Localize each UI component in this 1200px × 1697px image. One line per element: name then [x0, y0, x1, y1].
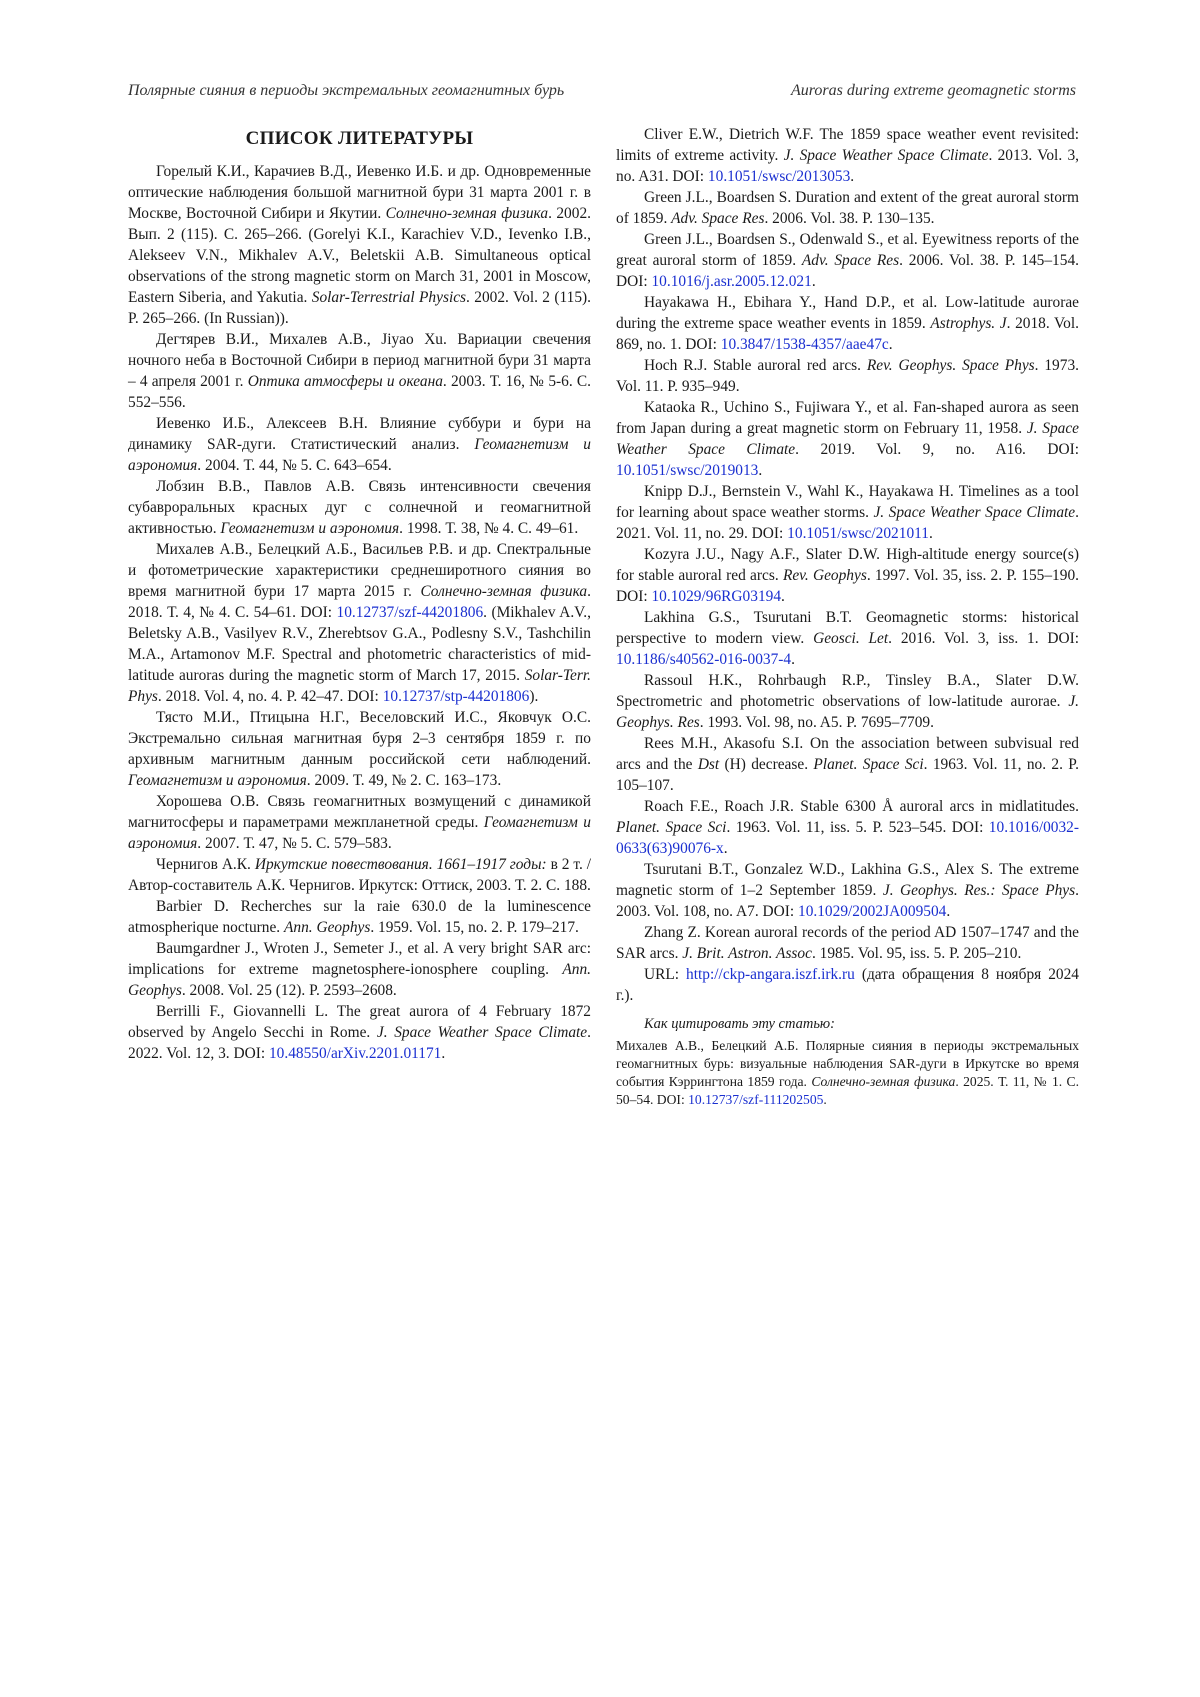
- reference-text: . 1959. Vol. 15, no. 2. P. 179–217.: [370, 919, 579, 936]
- reference-item: [616, 355, 1079, 397]
- running-header: [128, 82, 1076, 106]
- reference-item: [128, 791, 591, 854]
- reference-item: [616, 733, 1079, 796]
- reference-text: . 1963. Vol. 11, no. 2. P. 105–107.: [616, 756, 1079, 794]
- italic-text: Adv. Space Res: [671, 210, 765, 227]
- reference-text: Лобзин В.В., Павлов А.В. Связь интенсивности свечения субавроральных красных дуг с солнечной и геомагнитной активностью.: [128, 478, 591, 537]
- reference-text: . 2009. Т. 49, № 2. С. 163–173.: [306, 772, 502, 789]
- reference-item: [128, 1001, 591, 1064]
- citation-heading: Как цитировать эту статью:: [644, 1016, 835, 1032]
- reference-item: [616, 544, 1079, 607]
- reference-item: [616, 922, 1079, 964]
- reference-item: [616, 124, 1079, 187]
- reference-text: Kataoka R., Uchino S., Fujiwara Y., et al. Fan-shaped aurora as seen from Japan during a great magnetic storm on February 11, 1958.: [616, 399, 1079, 437]
- reference-text: . 2006. Vol. 38. P. 130–135.: [764, 210, 935, 227]
- reference-text: . 1997. Vol. 35, iss. 2. P. 155–190. DOI:: [616, 567, 1079, 605]
- doi-link[interactable]: 10.1051/swsc/2021011: [787, 525, 929, 542]
- reference-text: . 2013. Vol. 3, no. A31. DOI:: [616, 147, 1080, 185]
- reference-item: [128, 413, 591, 476]
- reference-text: (дата обращения 8 ноября 2024 г.).: [616, 966, 1079, 1004]
- italic-text: J. Space Weather Space Climate: [873, 504, 1076, 521]
- reference-text: Hayakawa H., Ebihara Y., Hand D.P., et al. Low-latitude aurorae during the extreme space weather events in 1859.: [616, 294, 1079, 332]
- reference-text: Baumgardner J., Wroten J., Semeter J., et al. A very bright SAR arc: implications for extreme magnetosphere-ionosphere coupling.: [128, 940, 591, 978]
- reference-item: [128, 938, 591, 1001]
- reference-text: .: [441, 1045, 446, 1062]
- italic-text: Dst: [697, 756, 720, 773]
- reference-text: ).: [529, 688, 539, 705]
- italic-text: Иркутские повествования. 1661–1917 годы:: [254, 856, 547, 873]
- italic-text: J. Geophys. Res.: Space Phys: [882, 882, 1076, 899]
- reference-item: [616, 796, 1079, 859]
- reference-text: Tsurutani B.T., Gonzalez W.D., Lakhina G.S., Alex S. The extreme magnetic storm of 1–2 September 1859.: [616, 861, 1079, 899]
- reference-text: Rassoul H.K., Rohrbaugh R.P., Tinsley B.A., Slater D.W. Spectrometric and photometric observations of low-latitude aurorae.: [616, 672, 1079, 710]
- doi-link[interactable]: 10.48550/arXiv.2201.01171: [268, 1045, 442, 1062]
- italic-text: J. Brit. Astron. Assoc: [682, 945, 812, 962]
- reference-text: Zhang Z. Korean auroral records of the period AD 1507–1747 and the SAR arcs.: [616, 924, 1079, 962]
- reference-text: .: [811, 273, 816, 290]
- reference-text: Михалев А.В., Белецкий А.Б. Полярные сияния в периоды экстремальных геомагнитных бурь: визуальные наблюдения SAR-дуги в Иркутске во время события Кэррингтона 1859 года.: [616, 1038, 1079, 1089]
- doi-link[interactable]: 10.1051/swsc/2019013: [616, 462, 759, 479]
- reference-text: . 1993. Vol. 98, no. A5. P. 7695–7709.: [699, 714, 934, 731]
- citation-text: [616, 1037, 1079, 1109]
- reference-text: Михалев А.В., Белецкий А.Б., Васильев Р.В. и др. Спектральные и фотометрические характеристики среднеширотного сияния во время магнитной бури 17 марта 2015 г.: [128, 541, 591, 600]
- reference-text: .: [781, 588, 785, 605]
- reference-text: . 2016. Vol. 3, iss. 1. DOI:: [888, 630, 1079, 647]
- reference-text: .: [850, 168, 855, 185]
- reference-text: в 2 т. / Автор-составитель А.К. Чернигов. Иркутск: Оттиск, 2003. Т. 2. С. 188.: [128, 856, 591, 894]
- reference-text: Green J.L., Boardsen S. Duration and extent of the great auroral storm of 1859.: [616, 189, 1079, 227]
- reference-text: . 2004. Т. 44, № 5. С. 643–654.: [197, 457, 392, 474]
- reference-item: [616, 397, 1079, 481]
- reference-text: Roach F.E., Roach J.R. Stable 6300 Å auroral arcs in midlatitudes.: [644, 798, 1079, 815]
- italic-text: Оптика атмосферы и океана: [247, 373, 443, 390]
- reference-text: Kozyra J.U., Nagy A.F., Slater D.W. High-altitude energy source(s) for stable auroral red arcs.: [616, 546, 1079, 584]
- reference-text: .: [823, 1092, 827, 1107]
- reference-text: .: [888, 336, 893, 353]
- running-header-left: Полярные сияния в периоды экстремальных геомагнитных бурь: [128, 82, 565, 99]
- reference-text: . 2007. Т. 47, № 5. С. 579–583.: [197, 835, 392, 852]
- italic-text: J. Space Weather Space Climate: [783, 147, 989, 164]
- reference-text: . 2008. Vol. 25 (12). P. 2593–2608.: [181, 982, 397, 999]
- italic-text: J. Space Weather Space Climate: [616, 420, 1079, 458]
- reference-text: . 2018. Vol. 869, no. 1. DOI:: [616, 315, 1079, 353]
- reference-text: . 2006. Vol. 38. P. 145–154. DOI:: [616, 252, 1079, 290]
- reference-text: . 2002. Вып. 2 (115). С. 265–266. (Gorelyi K.I., Karachiev V.D., Ievenko I.B., Alekseev V.N., Mikhalev A.V., Beletskii A.B. Simultaneous optical observations of the strong magnetic storm on March 31, 2001 in Moscow, Eastern Siberia, and Yakutia.: [128, 205, 591, 306]
- doi-link[interactable]: 10.12737/szf-111202505: [688, 1092, 824, 1107]
- reference-text: .: [928, 525, 933, 542]
- section-title: СПИСОК ЛИТЕРАТУРЫ: [245, 128, 474, 149]
- reference-text: .: [723, 840, 728, 857]
- italic-text: J. Space Weather Space Climate: [376, 1024, 588, 1041]
- reference-text: . 2003. Vol. 108, no. A7. DOI:: [616, 882, 1079, 920]
- italic-text: Ann. Geophys: [284, 919, 371, 936]
- italic-text: Солнечно-земная физика: [385, 205, 549, 222]
- running-header-right: Auroras during extreme geomagnetic storms: [791, 82, 1076, 99]
- reference-text: . 2022. Vol. 12, 3. DOI:: [128, 1024, 591, 1062]
- reference-text: (H) decrease.: [719, 756, 814, 773]
- reference-text: . 1985. Vol. 95, iss. 5. P. 205–210.: [811, 945, 1022, 962]
- reference-text: . 2025. Т. 11, № 1. С. 50–54. DOI:: [616, 1074, 1079, 1107]
- italic-text: Planet. Space Sci: [616, 819, 727, 836]
- reference-text: . 2019. Vol. 9, no. A16. DOI:: [795, 441, 1079, 458]
- citation-block: [616, 1014, 1079, 1109]
- reference-item: [616, 607, 1079, 670]
- reference-text: Хорошева О.В. Связь геомагнитных возмущений с динамикой магнитосферы и параметрами межпланетной среды.: [128, 793, 591, 831]
- doi-link[interactable]: 10.1016/0032-0633(63)90076-x: [616, 819, 1079, 857]
- reference-list-left: [128, 161, 591, 1064]
- doi-link[interactable]: 10.12737/stp-44201806: [382, 688, 530, 705]
- reference-item: [616, 670, 1079, 733]
- reference-text: Cliver E.W., Dietrich W.F. The 1859 space weather event revisited: limits of extreme activity.: [616, 126, 1079, 164]
- reference-text: . 2003. Т. 16, № 5-6. С. 552–556.: [128, 373, 591, 411]
- reference-item: [616, 859, 1079, 922]
- reference-text: . 2002. Vol. 2 (115). P. 265–266. (In Russian)).: [128, 289, 591, 327]
- italic-text: Solar-Terr. Phys: [128, 667, 591, 705]
- italic-text: Геомагнетизм и аэрономия: [220, 520, 400, 537]
- reference-item: [616, 481, 1079, 544]
- italic-text: Rev. Geophys. Space Phys: [866, 357, 1035, 374]
- reference-text: . 1998. Т. 38, № 4. С. 49–61.: [399, 520, 579, 537]
- italic-text: Солнечно-земная физика: [811, 1074, 956, 1089]
- reference-text: . 2021. Vol. 11, no. 29. DOI:: [616, 504, 1079, 542]
- reference-text: Green J.L., Boardsen S., Odenwald S., et al. Eyewitness reports of the great auroral storm of 1859.: [616, 231, 1079, 269]
- italic-text: Геомагнетизм и аэрономия: [128, 772, 307, 789]
- reference-item: [616, 964, 1079, 1006]
- reference-text: Чернигов А.К.: [156, 856, 255, 873]
- doi-link[interactable]: 10.1029/2002JA009504: [798, 903, 947, 920]
- doi-link[interactable]: 10.1016/j.asr.2005.12.021: [651, 273, 812, 290]
- italic-text: Solar-Terrestrial Physics: [311, 289, 467, 306]
- reference-text: .: [946, 903, 951, 920]
- doi-link[interactable]: 10.1051/swsc/2013053: [707, 168, 851, 185]
- reference-text: Тясто М.И., Птицына Н.Г., Веселовский И.С., Яковчук О.С. Экстремально сильная магнитная буря 2–3 сентября 1859 г. по архивным магнитным данным российской сети наблюдений.: [128, 709, 591, 768]
- reference-item: [128, 161, 591, 329]
- reference-text: .: [791, 651, 795, 668]
- italic-text: Adv. Space Res: [801, 252, 900, 269]
- italic-text: Геомагнетизм и аэрономия: [128, 436, 591, 474]
- italic-text: J. Geophys. Res: [616, 693, 1079, 731]
- doi-link[interactable]: 10.12737/szf-44201806: [336, 604, 484, 621]
- reference-text: URL:: [644, 966, 687, 983]
- reference-item: [128, 539, 591, 707]
- reference-text: Hoch R.J. Stable auroral red arcs.: [644, 357, 867, 374]
- reference-item: [128, 707, 591, 791]
- italic-text: Astrophys. J: [930, 315, 1007, 332]
- italic-text: Солнечно-земная физика: [420, 583, 588, 600]
- reference-text: Barbier D. Recherches sur la raie 630.0 de la luminescence atmospherique nocturne.: [128, 898, 591, 936]
- reference-text: . 1973. Vol. 11. P. 935–949.: [616, 357, 1079, 395]
- reference-text: Дегтярев В.И., Михалев А.В., Jiyao Xu. Вариации свечения ночного неба в Восточной Сибири в период магнитной бури 31 марта – 4 апреля 2001 г.: [128, 331, 591, 390]
- italic-text: Geosci. Let: [813, 630, 889, 647]
- italic-text: Rev. Geophys: [782, 567, 867, 584]
- reference-text: . 2018. Т. 4, № 4. С. 54–61. DOI:: [128, 583, 591, 621]
- doi-link[interactable]: 10.1029/96RG03194: [651, 588, 782, 605]
- italic-text: Planet. Space Sci: [813, 756, 924, 773]
- reference-item: [616, 292, 1079, 355]
- reference-item: [616, 229, 1079, 292]
- reference-text: Горелый К.И., Карачиев В.Д., Иевенко И.Б. и др. Одновременные оптические наблюдения большой магнитной бури 31 марта 2001 г. в Москве, Восточной Сибири и Якутии.: [128, 163, 591, 222]
- doi-link[interactable]: http://ckp-angara.iszf.irk.ru: [686, 966, 855, 983]
- reference-text: . (Mikhalev A.V., Beletsky A.B., Vasilyev R.V., Zherebtsov G.A., Podlesny S.V., Tashchilin M.A., Artamonov M.F. Spectral and photometric characteristics of mid-latitude auroras during the magnetic storm of March 17, 2015.: [128, 604, 591, 684]
- left-column: [128, 124, 591, 1064]
- reference-item: [616, 187, 1079, 229]
- reference-item: [128, 854, 591, 896]
- reference-text: Knipp D.J., Bernstein V., Wahl K., Hayakawa H. Timelines as a tool for learning about space weather storms.: [616, 483, 1079, 521]
- reference-text: Lakhina G.S., Tsurutani B.T. Geomagnetic storms: historical perspective to modern view.: [616, 609, 1079, 647]
- reference-text: .: [758, 462, 763, 479]
- doi-link[interactable]: 10.1186/s40562-016-0037-4: [616, 651, 792, 668]
- reference-item: [128, 329, 591, 413]
- reference-list-right: [616, 124, 1079, 1006]
- italic-text: Ann. Geophys: [128, 961, 591, 999]
- reference-item: [128, 476, 591, 539]
- reference-item: [128, 896, 591, 938]
- italic-text: Геомагнетизм и аэрономия: [128, 814, 591, 852]
- reference-text: Rees M.H., Akasofu S.I. On the association between subvisual red arcs and the: [616, 735, 1079, 773]
- reference-text: . 2018. Vol. 4, no. 4. P. 42–47. DOI:: [157, 688, 383, 705]
- reference-text: Berrilli F., Giovannelli L. The great aurora of 4 February 1872 observed by Angelo Secchi in Rome.: [128, 1003, 591, 1041]
- right-column: [616, 124, 1079, 1109]
- reference-text: Иевенко И.Б., Алексеев В.Н. Влияние суббури и бури на динамику SAR-дуги. Статистический анализ.: [128, 415, 591, 453]
- doi-link[interactable]: 10.3847/1538-4357/aae47c: [720, 336, 889, 353]
- reference-text: . 1963. Vol. 11, iss. 5. P. 523–545. DOI:: [726, 819, 989, 836]
